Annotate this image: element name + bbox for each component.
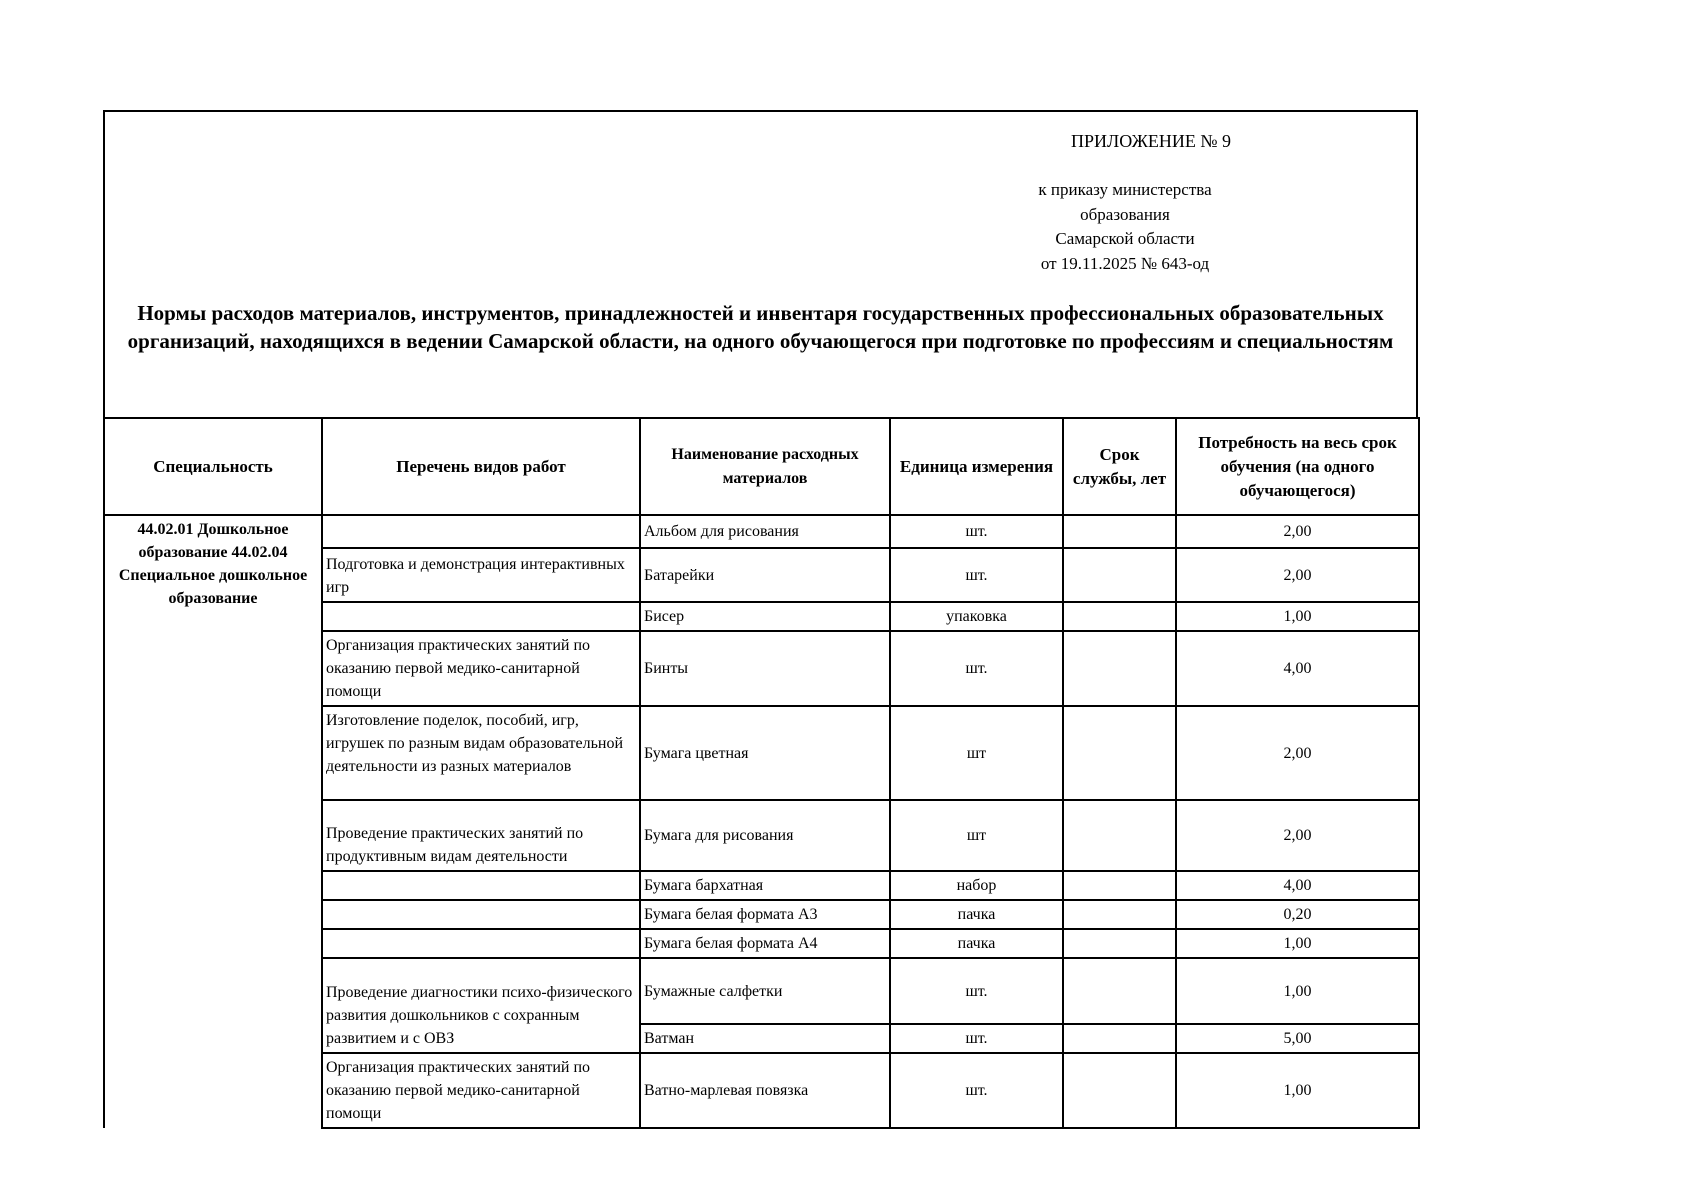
term-cell [1063,871,1176,900]
unit-cell: шт. [890,548,1063,602]
unit-cell: набор [890,871,1063,900]
quantity-cell: 1,00 [1176,929,1419,958]
norms-table [103,417,1420,1129]
unit-cell: шт. [890,631,1063,706]
column-header-requirement: Потребность на весь срок обучения (на одного обучающегося) [1176,418,1419,515]
work-cell: Подготовка и демонстрация интерактивных игр [322,548,640,602]
unit-cell: шт [890,800,1063,871]
unit-cell: шт. [890,1053,1063,1128]
quantity-cell: 4,00 [1176,871,1419,900]
term-cell [1063,900,1176,929]
term-cell [1063,1053,1176,1128]
material-cell: Батарейки [640,548,890,602]
unit-cell: шт. [890,958,1063,1024]
work-cell: Организация практических занятий по оказанию первой медико-санитарной помощи [322,631,640,706]
quantity-cell: 2,00 [1176,706,1419,800]
material-cell: Ватно-марлевая повязка [640,1053,890,1128]
term-cell [1063,1024,1176,1053]
term-cell [1063,631,1176,706]
material-cell: Ватман [640,1024,890,1053]
quantity-cell: 1,00 [1176,602,1419,631]
material-cell: Бумага для рисования [640,800,890,871]
material-cell: Бумага белая формата А4 [640,929,890,958]
material-cell: Бумага белая формата А3 [640,900,890,929]
appendix-label: ПРИЛОЖЕНИЕ № 9 [1071,131,1232,151]
order-reference [1000,178,1250,276]
order-line: Самарской области [1055,229,1195,248]
column-header-materials: Наименование расходных материалов [640,418,890,515]
term-cell [1063,548,1176,602]
work-cell: Организация практических занятий по оказанию первой медико-санитарной помощи [322,1053,640,1128]
quantity-cell: 2,00 [1176,515,1419,548]
unit-cell: пачка [890,929,1063,958]
work-cell [322,929,640,958]
material-cell: Бисер [640,602,890,631]
work-cell [322,515,640,548]
quantity-cell: 1,00 [1176,958,1419,1024]
work-cell: Изготовление поделок, пособий, игр, игрушек по разным видам образовательной деятельности из разных материалов [322,706,640,800]
quantity-cell: 0,20 [1176,900,1419,929]
order-line: образования [1080,204,1170,224]
work-cell: Проведение практических занятий по продуктивным видам деятельности [322,800,640,871]
specialty-cell: 44.02.01 Дошкольное образование 44.02.04 Специальное дошкольное образование [104,515,322,1128]
term-cell [1063,800,1176,871]
quantity-cell: 4,00 [1176,631,1419,706]
unit-cell: шт. [890,1024,1063,1053]
unit-cell: шт. [890,515,1063,548]
quantity-cell: 5,00 [1176,1024,1419,1053]
column-header-specialty: Специальность [104,418,322,515]
term-cell [1063,958,1176,1024]
table-header-row [104,418,1419,515]
work-cell [322,602,640,631]
column-header-work-types: Перечень видов работ [322,418,640,515]
order-line: к приказу министерства [1038,180,1212,199]
column-header-unit: Единица измерения [890,418,1063,515]
material-cell: Бумага бархатная [640,871,890,900]
quantity-cell: 2,00 [1176,548,1419,602]
work-cell [322,900,640,929]
term-cell [1063,706,1176,800]
material-cell: Альбом для рисования [640,515,890,548]
order-line: от 19.11.2025 № 643-од [1040,253,1210,273]
work-cell: Проведение диагностики психо-физического развития дошкольников с сохранным развитием и с ОВЗ [322,958,640,1053]
material-cell: Бумажные салфетки [640,958,890,1024]
material-cell: Бумага цветная [640,706,890,800]
term-cell [1063,929,1176,958]
term-cell [1063,602,1176,631]
column-header-service-term: Срок службы, лет [1063,418,1176,515]
material-cell: Бинты [640,631,890,706]
table-row [104,515,1419,548]
quantity-cell: 2,00 [1176,800,1419,871]
term-cell [1063,515,1176,548]
unit-cell: шт [890,706,1063,800]
quantity-cell: 1,00 [1176,1053,1419,1128]
unit-cell: упаковка [890,602,1063,631]
work-cell [322,871,640,900]
unit-cell: пачка [890,900,1063,929]
document-title: Нормы расходов материалов, инструментов, принадлежностей и инвентаря государственных профессиональных образовательных организаций, находящихся в ведении Самарской области, на одного обучающегося при подготовке по профессиям и специальностям [127,301,1394,353]
